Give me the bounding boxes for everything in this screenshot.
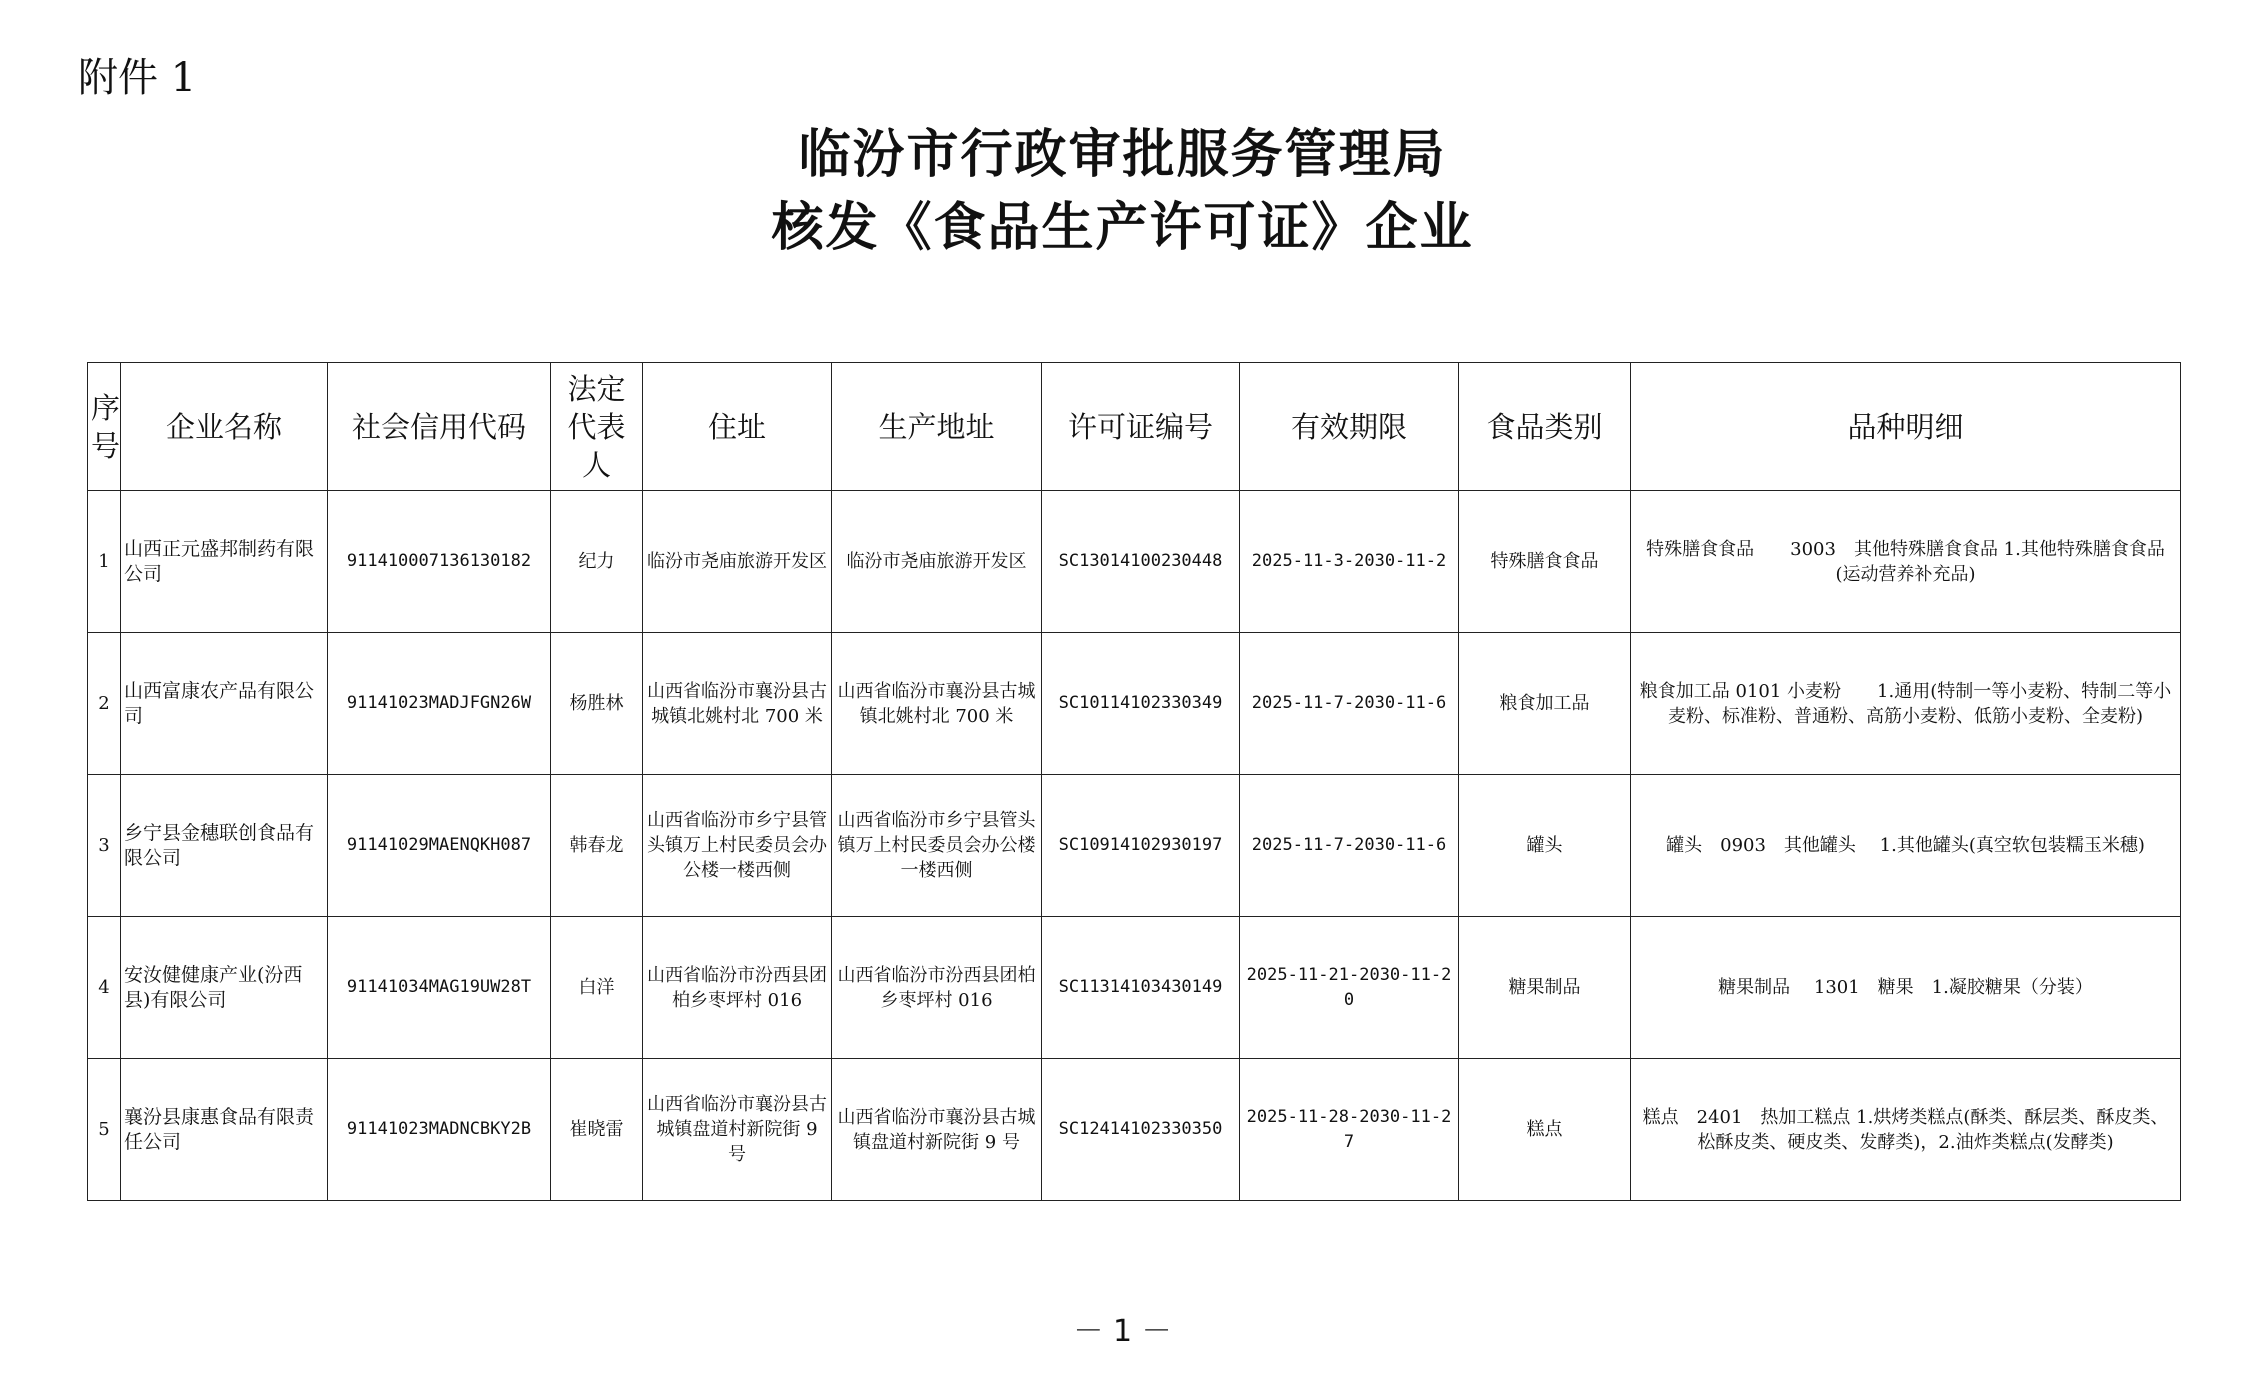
- cell-production-address: 山西省临汾市乡宁县管头镇万上村民委员会办公楼一楼西侧: [832, 775, 1042, 917]
- cell-variety-detail: 糖果制品 1301 糖果 1.凝胶糖果（分装）: [1631, 917, 2181, 1059]
- header-company: 企业名称: [121, 363, 328, 491]
- cell-index: 4: [88, 917, 121, 1059]
- cell-validity: 2025-11-21-2030-11-20: [1240, 917, 1459, 1059]
- cell-production-address: 临汾市尧庙旅游开发区: [832, 491, 1042, 633]
- header-variety-detail: 品种明细: [1631, 363, 2181, 491]
- cell-license-no: SC10914102930197: [1042, 775, 1240, 917]
- table-header-row: [88, 363, 2181, 491]
- cell-index: 2: [88, 633, 121, 775]
- cell-license-no: SC13014100230448: [1042, 491, 1240, 633]
- header-credit-code: 社会信用代码: [328, 363, 551, 491]
- cell-food-category: 粮食加工品: [1459, 633, 1631, 775]
- cell-company: 乡宁县金穗联创食品有限公司: [121, 775, 328, 917]
- cell-legal-rep: 纪力: [551, 491, 643, 633]
- cell-index: 5: [88, 1059, 121, 1201]
- cell-address: 山西省临汾市襄汾县古城镇北姚村北 700 米: [643, 633, 832, 775]
- cell-validity: 2025-11-28-2030-11-27: [1240, 1059, 1459, 1201]
- cell-credit-code: 91141034MAG19UW28T: [328, 917, 551, 1059]
- table-row: [88, 491, 2181, 633]
- cell-license-no: SC11314103430149: [1042, 917, 1240, 1059]
- cell-validity: 2025-11-7-2030-11-6: [1240, 775, 1459, 917]
- cell-production-address: 山西省临汾市汾西县团柏乡枣坪村 016: [832, 917, 1042, 1059]
- cell-company: 山西富康农产品有限公司: [121, 633, 328, 775]
- cell-production-address: 山西省临汾市襄汾县古城镇盘道村新院街 9 号: [832, 1059, 1042, 1201]
- document-title-line-2: 核发《食品生产许可证》企业: [771, 198, 1474, 258]
- cell-index: 3: [88, 775, 121, 917]
- cell-credit-code: 91141023MADNCBKY2B: [328, 1059, 551, 1201]
- cell-validity: 2025-11-7-2030-11-6: [1240, 633, 1459, 775]
- cell-legal-rep: 杨胜林: [551, 633, 643, 775]
- cell-credit-code: 91141029MAENQKH087: [328, 775, 551, 917]
- cell-variety-detail: 粮食加工品 0101 小麦粉 1.通用(特制一等小麦粉、特制二等小麦粉、标准粉、普通粉、高筋小麦粉、低筋小麦粉、全麦粉): [1631, 633, 2181, 775]
- cell-company: 山西正元盛邦制药有限公司: [121, 491, 328, 633]
- header-address: 住址: [643, 363, 832, 491]
- cell-variety-detail: 特殊膳食食品 3003 其他特殊膳食食品 1.其他特殊膳食食品(运动营养补充品): [1631, 491, 2181, 633]
- cell-address: 山西省临汾市乡宁县管头镇万上村民委员会办公楼一楼西侧: [643, 775, 832, 917]
- cell-food-category: 罐头: [1459, 775, 1631, 917]
- header-food-category: 食品类别: [1459, 363, 1631, 491]
- license-table: [87, 362, 2181, 1201]
- table-row: [88, 633, 2181, 775]
- document-title-line-1: 临汾市行政审批服务管理局: [798, 125, 1447, 185]
- cell-company: 安汝健健康产业(汾西县)有限公司: [121, 917, 328, 1059]
- cell-credit-code: 91141023MADJFGN26W: [328, 633, 551, 775]
- cell-address: 山西省临汾市汾西县团柏乡枣坪村 016: [643, 917, 832, 1059]
- cell-address: 临汾市尧庙旅游开发区: [643, 491, 832, 633]
- table-row: [88, 917, 2181, 1059]
- cell-credit-code: 911410007136130182: [328, 491, 551, 633]
- header-legal-rep: 法定代表人: [551, 363, 643, 491]
- header-license-no: 许可证编号: [1042, 363, 1240, 491]
- page-number: － 1 －: [1073, 1314, 1172, 1349]
- cell-variety-detail: 糕点 2401 热加工糕点 1.烘烤类糕点(酥类、酥层类、酥皮类、松酥皮类、硬皮类、发酵类)，2.油炸类糕点(发酵类): [1631, 1059, 2181, 1201]
- table-row: [88, 775, 2181, 917]
- cell-legal-rep: 崔晓雷: [551, 1059, 643, 1201]
- cell-legal-rep: 白洋: [551, 917, 643, 1059]
- cell-production-address: 山西省临汾市襄汾县古城镇北姚村北 700 米: [832, 633, 1042, 775]
- cell-index: 1: [88, 491, 121, 633]
- table-row: [88, 1059, 2181, 1201]
- cell-food-category: 糖果制品: [1459, 917, 1631, 1059]
- cell-variety-detail: 罐头 0903 其他罐头 1.其他罐头(真空软包装糯玉米穗): [1631, 775, 2181, 917]
- header-production-address: 生产地址: [832, 363, 1042, 491]
- cell-validity: 2025-11-3-2030-11-2: [1240, 491, 1459, 633]
- cell-legal-rep: 韩春龙: [551, 775, 643, 917]
- attachment-label: 附件 1: [78, 55, 197, 101]
- cell-address: 山西省临汾市襄汾县古城镇盘道村新院街 9 号: [643, 1059, 832, 1201]
- cell-license-no: SC10114102330349: [1042, 633, 1240, 775]
- cell-food-category: 特殊膳食食品: [1459, 491, 1631, 633]
- header-index: 序号: [88, 363, 121, 491]
- cell-license-no: SC12414102330350: [1042, 1059, 1240, 1201]
- cell-food-category: 糕点: [1459, 1059, 1631, 1201]
- cell-company: 襄汾县康惠食品有限责任公司: [121, 1059, 328, 1201]
- header-validity: 有效期限: [1240, 363, 1459, 491]
